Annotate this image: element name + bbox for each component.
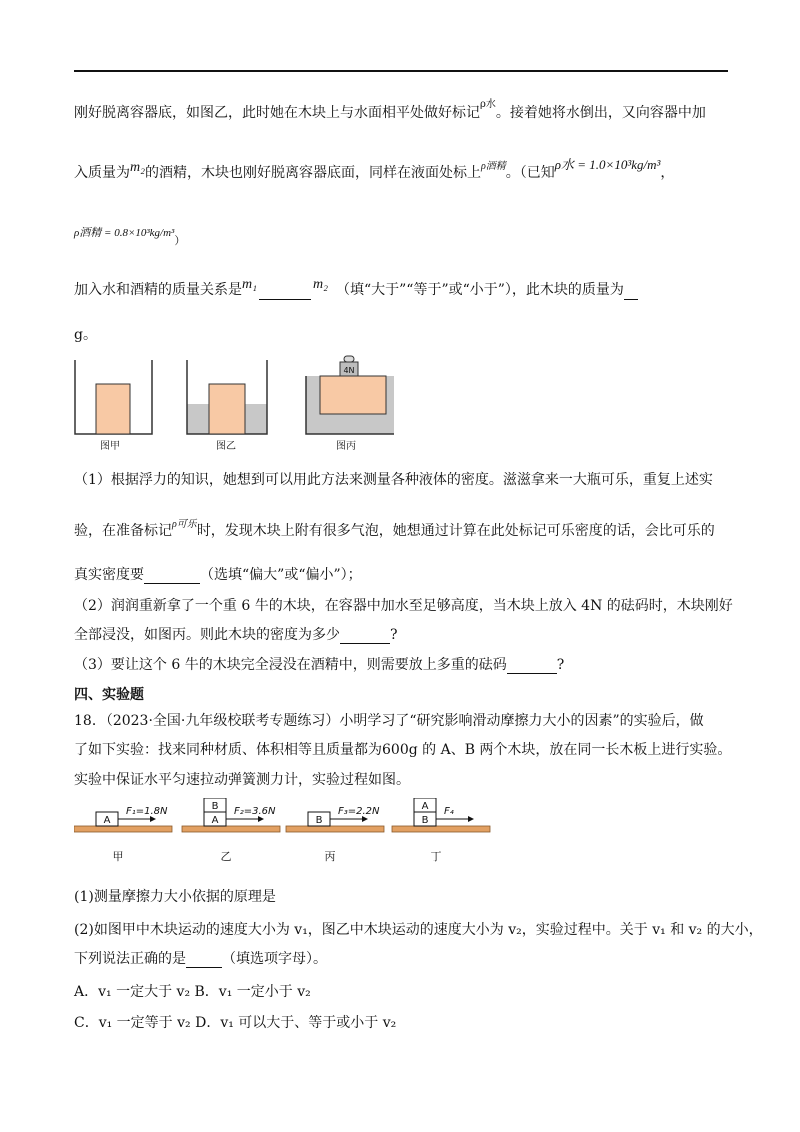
q1-line-3 [74, 566, 362, 584]
wooden-board [182, 826, 280, 832]
weight-label: 4N [343, 366, 355, 375]
section-heading: 四、实验题 [74, 687, 144, 703]
friction-panel [74, 806, 172, 863]
option-ab[interactable]: A．v₁ 一定大于 v₂ B．v₁ 一定小于 v₂ [74, 984, 311, 1000]
rho-water-value: ρ水 = 1.0×10³kg/m³ [554, 157, 661, 172]
text: （填“大于”“等于”或“小于”），此木块的质量为 [335, 282, 624, 298]
panel-caption: 乙 [220, 850, 232, 863]
wood-block [209, 384, 245, 434]
wooden-board [286, 826, 384, 832]
panel-caption: 丙 [324, 850, 336, 863]
wood-block [96, 384, 130, 434]
container-yi [187, 360, 267, 434]
force-label: F₃=2.2N [338, 806, 380, 817]
sub-2b [74, 950, 327, 968]
text: 验，在准备标记 [74, 523, 172, 539]
block-label: A [421, 801, 429, 812]
sub-2a: (2)如图甲中木块运动的速度大小为 v₁，图乙中木块运动的速度大小为 v₂，实验过程中。关于 v₁ 和 v₂ 的大小， [74, 922, 763, 938]
answer-blank-5[interactable] [507, 659, 557, 674]
block-label: A [211, 815, 219, 826]
force-label: F₄ [444, 806, 454, 817]
text: （填选项字母）。 [222, 951, 327, 967]
text: ? [390, 627, 398, 643]
block-label: B [211, 801, 219, 812]
text: ? [556, 657, 565, 673]
q3-line-1 [74, 656, 564, 674]
rho-alcohol-value: ρ酒精 = 0.8×10³kg/m³ [74, 227, 175, 239]
intro-line-2 [74, 157, 675, 184]
rho-water-mark: ρ水 [480, 99, 496, 110]
block-label: B [315, 815, 323, 826]
text: （3）要让这个 6 牛的木块完全浸没在酒精中，则需要放上多重的砝码 [74, 657, 507, 673]
answer-blank-2[interactable] [624, 285, 638, 300]
text: ） [174, 234, 186, 247]
wooden-board [392, 826, 490, 832]
friction-panel [392, 798, 490, 863]
wood-block [320, 376, 386, 414]
q18-line-1: 18．（2023·全国·九年级校联考专题练习）小明学习了“研究影响滑动摩擦力大小的因素”的实验后，做 [74, 713, 704, 729]
weight-knob [344, 356, 354, 362]
m2-symbol-2: m₂ [312, 277, 328, 292]
rho-alcohol-mark: ρ酒精 [480, 161, 506, 172]
q2-line-1: （2）润润重新拿了一个重 6 牛的木块，在容器中加水至足够高度，当木块上放入 4N 的砝码时，木块刚好 [74, 598, 733, 614]
panel-caption: 丁 [430, 850, 442, 863]
q2-line-2 [74, 626, 398, 644]
force-label: F₂=3.6N [234, 806, 276, 817]
text: 加入水和酒精的质量关系是 [74, 282, 242, 298]
container-jia [75, 360, 152, 434]
q1-line-1: （1）根据浮力的知识，她想到可以用此方法来测量各种液体的密度。滋滋拿来一大瓶可乐，重复上述实 [74, 472, 713, 488]
q18-line-2: 了如下实验：找来同种材质、体积相等且质量都为600g 的 A、B 两个木块，放在同一长木板上进行实验。 [74, 742, 732, 758]
sub-1: (1)测量摩擦力大小依据的原理是 [74, 889, 276, 905]
text: ， [660, 165, 675, 181]
intro-line-4 [74, 277, 638, 300]
text: 刚好脱离容器底，如图乙，此时她在木块上与水面相平处做好标记 [74, 105, 480, 121]
force-label: F₁=1.8N [126, 806, 168, 817]
panel-caption: 甲 [112, 850, 124, 863]
text: 真实密度要 [74, 567, 144, 583]
text: （选填“偏大”或“偏小”）； [200, 567, 362, 583]
text: 。接着她将水倒出，又向容器中加 [495, 105, 706, 121]
text: 。（已知 [505, 165, 555, 181]
text: 入质量为 [74, 165, 130, 181]
rho-cola-mark: ρ可乐 [172, 519, 197, 530]
answer-blank-4[interactable] [340, 629, 390, 644]
caption-yi: 图乙 [216, 441, 236, 452]
text: 的酒精，木块也刚好脱离容器底面，同样在液面处标上 [144, 165, 481, 181]
intro-line-3 [74, 224, 186, 247]
friction-panel [182, 798, 280, 863]
answer-blank-3[interactable] [144, 569, 200, 584]
q1-line-2 [74, 519, 715, 542]
m2-symbol: m₂ [130, 160, 145, 175]
friction-panel [286, 806, 384, 863]
text: 下列说法正确的是 [74, 951, 186, 967]
text: 全部浸没，如图丙。则此木块的密度为多少 [74, 627, 340, 643]
intro-line-5: g。 [74, 327, 97, 343]
block-label: B [421, 815, 429, 826]
option-cd[interactable]: C．v₁ 一定等于 v₂ D．v₁ 可以大于、等于或小于 v₂ [74, 1015, 397, 1031]
text: 时，发现木块上附有很多气泡，她想通过计算在此处标记可乐密度的话，会比可乐的 [196, 523, 715, 539]
intro-line-1 [74, 99, 706, 124]
wooden-board [74, 826, 172, 832]
arrow-head [468, 816, 474, 822]
m1-symbol: m₁ [242, 277, 257, 292]
friction-figure [74, 798, 494, 868]
block-label: A [103, 815, 111, 826]
answer-blank-6[interactable] [186, 953, 222, 968]
caption-jia: 图甲 [100, 441, 120, 452]
caption-bing: 图丙 [336, 441, 356, 452]
header-rule [74, 70, 728, 72]
answer-blank-1[interactable] [259, 285, 311, 300]
q18-line-3: 实验中保证水平匀速拉动弹簧测力计，实验过程如图。 [74, 772, 410, 788]
container-bing [306, 356, 394, 434]
